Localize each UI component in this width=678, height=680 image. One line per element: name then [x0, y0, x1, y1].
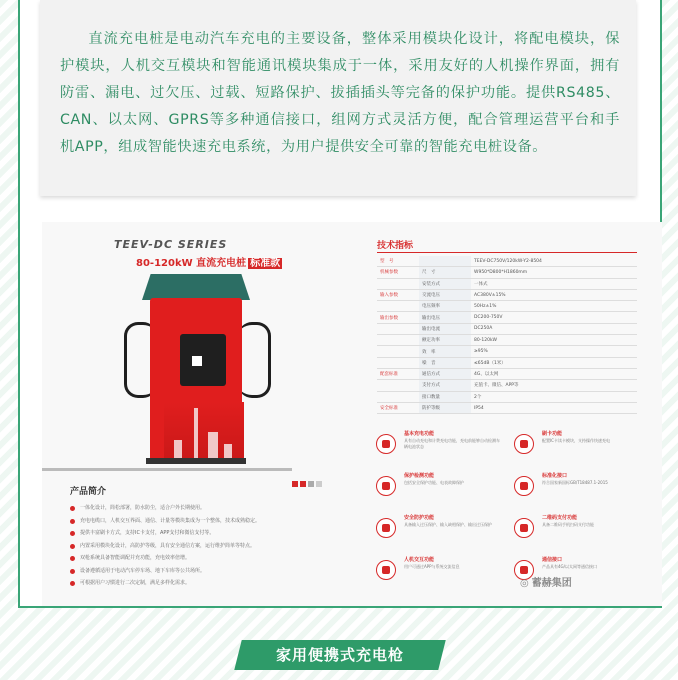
function-title: 人机交互功能 — [404, 557, 435, 563]
spec-value: ≥95% — [471, 346, 637, 357]
spec-name: 交流电压 — [419, 289, 471, 300]
function-title: 二维码支付功能 — [542, 515, 578, 521]
function-desc: 具备输入过压保护、输入缺相保护、输出过压保护 — [404, 522, 492, 527]
spec-name — [419, 256, 471, 267]
watermark — [520, 574, 575, 589]
function-icon — [376, 476, 396, 496]
spec-name: 电压频率 — [419, 301, 471, 312]
function-desc: 产品具有4G/以太网等通信接口 — [542, 564, 597, 569]
spec-name: 效 率 — [419, 346, 471, 357]
spec-name: 接口数量 — [419, 391, 471, 402]
feature-item: 提供丰富刷卡方式，支持IC卡支付，APP支付和微信支付等。 — [70, 527, 330, 540]
function-item — [510, 510, 644, 550]
function-grid — [372, 426, 644, 594]
feature-item: 一体化设计，简松部署，防水防尘，适合户外长期使用。 — [70, 502, 330, 515]
spec-value: AC380V±15% — [471, 289, 637, 300]
section-banner-title: 家用便携式充电枪 — [275, 646, 404, 664]
spec-value: DC200-750V — [471, 312, 637, 323]
spec-value: TEEV-DC750V/120kW-Y2-8504 — [471, 256, 637, 267]
spec-value: IP54 — [471, 402, 637, 413]
spec-name: 支付方式 — [419, 380, 471, 391]
function-desc: 包括安全保护功能、电表故障保护 — [404, 480, 464, 485]
right-cable — [238, 322, 271, 398]
watermark-text: 蓄赫集团 — [531, 578, 572, 589]
charger-screen — [180, 334, 226, 386]
spec-name: 额定功率 — [419, 335, 471, 346]
spec-group — [377, 346, 419, 357]
spec-row — [377, 346, 637, 357]
color-swatches — [292, 472, 324, 491]
feature-item: 设备遵循适用于电动汽车停车场、地下车库等公共场所。 — [70, 565, 330, 578]
spec-value: 一体式 — [471, 278, 637, 289]
function-icon — [376, 560, 396, 580]
spec-value: ≤65dB（1米） — [471, 357, 637, 368]
spec-value: 4G、以太网 — [471, 368, 637, 379]
spec-row — [377, 256, 637, 267]
spec-name: 噪 音 — [419, 357, 471, 368]
intro-card — [40, 0, 636, 196]
function-item — [372, 510, 506, 550]
spec-row — [377, 301, 637, 312]
spec-row — [377, 289, 637, 300]
spec-group — [377, 278, 419, 289]
spec-value: 2个 — [471, 391, 637, 402]
spec-value: 50Hz±1% — [471, 301, 637, 312]
function-desc: 具备二维码手机扫码支付功能 — [542, 522, 594, 527]
spec-table — [377, 256, 637, 414]
spec-row — [377, 323, 637, 334]
spec-value: W950*D800*H1860mm — [471, 267, 637, 278]
spec-group — [377, 357, 419, 368]
spec-rule — [377, 252, 637, 253]
spec-name: 输出电压 — [419, 312, 471, 323]
function-desc: 配置IC卡读卡模块，支持操作快速充电 — [542, 438, 610, 443]
function-icon — [514, 518, 534, 538]
product-intro-title: 产品简介 — [70, 487, 107, 497]
charger-canopy — [142, 274, 250, 300]
spec-group: 输入参数 — [377, 289, 419, 300]
product-poster-image — [42, 222, 662, 606]
feature-item: 充电电缆口，人机交互界面、通信、计量等模块集成为一个整体，技术成熟稳定。 — [70, 515, 330, 528]
spec-group — [377, 391, 419, 402]
model-tag: 标准款 — [250, 258, 281, 269]
charger-illustration — [142, 274, 250, 462]
model-name: 80-120kW 直流充电桩 — [136, 258, 247, 269]
spec-row — [377, 267, 637, 278]
spec-row — [377, 357, 637, 368]
spec-row — [377, 391, 637, 402]
charger-body — [150, 298, 242, 462]
charger-base — [146, 458, 246, 464]
spec-row — [377, 335, 637, 346]
spec-group: 安全标准 — [377, 402, 419, 413]
function-icon — [376, 434, 396, 454]
spec-group — [377, 301, 419, 312]
spec-group: 机械参数 — [377, 267, 419, 278]
function-title: 保护检测功能 — [404, 473, 435, 479]
feature-item: 双枪系统具备智能调配并充功能，充电效率倍增。 — [70, 552, 330, 565]
function-title: 刷卡功能 — [542, 431, 563, 437]
spec-group — [377, 335, 419, 346]
spec-row — [377, 380, 637, 391]
spec-name: 安装方式 — [419, 278, 471, 289]
function-item — [372, 468, 506, 508]
spec-row — [377, 368, 637, 379]
spec-name: 尺 寸 — [419, 267, 471, 278]
function-item — [372, 552, 506, 592]
function-icon — [376, 518, 396, 538]
spec-group — [377, 323, 419, 334]
spec-name: 通信方式 — [419, 368, 471, 379]
spec-group: 输出参数 — [377, 312, 419, 323]
series-label: TEEV-DC SERIES — [114, 238, 228, 251]
spec-row — [377, 402, 637, 413]
function-icon — [514, 434, 534, 454]
spec-row — [377, 278, 637, 289]
feature-list — [70, 502, 330, 590]
function-desc: 具有自动充电和计费充电功能，充电前能够自动检测车辆电池状态 — [404, 438, 500, 449]
spec-title: 技术指标 — [377, 241, 414, 251]
spec-value: 充值卡、微信、APP等 — [471, 380, 637, 391]
function-title: 标准化接口 — [542, 473, 568, 479]
city-skyline-graphic — [164, 402, 244, 462]
feature-item: 可根据用户习惯进行二次定制，满足多样化需求。 — [70, 577, 330, 590]
function-title: 安全防护功能 — [404, 515, 435, 521]
function-desc: 用户可通过APP与系统交流信息 — [404, 564, 460, 569]
function-item — [510, 468, 644, 508]
qr-code-icon — [192, 356, 202, 366]
feature-item: 内置采用模块化设计，高防护等级，具有安全通信方案，运行维护简单等特点。 — [70, 540, 330, 553]
intro-paragraph: 直流充电桩是电动汽车充电的主要设备，整体采用模块化设计，将配电模块，保护模块，人机交互模块和智能通讯模块集成于一体，采用友好的人机操作界面，拥有防雷、漏电、过欠压、过载、短路保护、拔插插头等完备的保护功能。提供RS485、CAN、以太网、GPRS等多种通信接口，组网方式灵活方便，配合管理运营平台和手机APP，组成智能快速充电系统，为用户提供安全可靠的智能充电桩设备。 — [60, 31, 620, 155]
function-title: 通信接口 — [542, 557, 563, 563]
wechat-icon: ◎ — [520, 578, 529, 589]
spec-row — [377, 312, 637, 323]
function-icon — [514, 476, 534, 496]
divider — [42, 468, 292, 471]
spec-value: 80-120kW — [471, 335, 637, 346]
spec-value: DC250A — [471, 323, 637, 334]
function-desc: 符合国家新国标GB/T18487.1-2015 — [542, 480, 608, 485]
spec-name: 防护等级 — [419, 402, 471, 413]
function-title: 基本充电功能 — [404, 431, 435, 437]
spec-group: 配套标准 — [377, 368, 419, 379]
function-item — [510, 426, 644, 466]
spec-group: 型 号 — [377, 256, 419, 267]
spec-group — [377, 380, 419, 391]
function-item — [372, 426, 506, 466]
spec-name: 输出电流 — [419, 323, 471, 334]
model-label — [136, 254, 282, 269]
